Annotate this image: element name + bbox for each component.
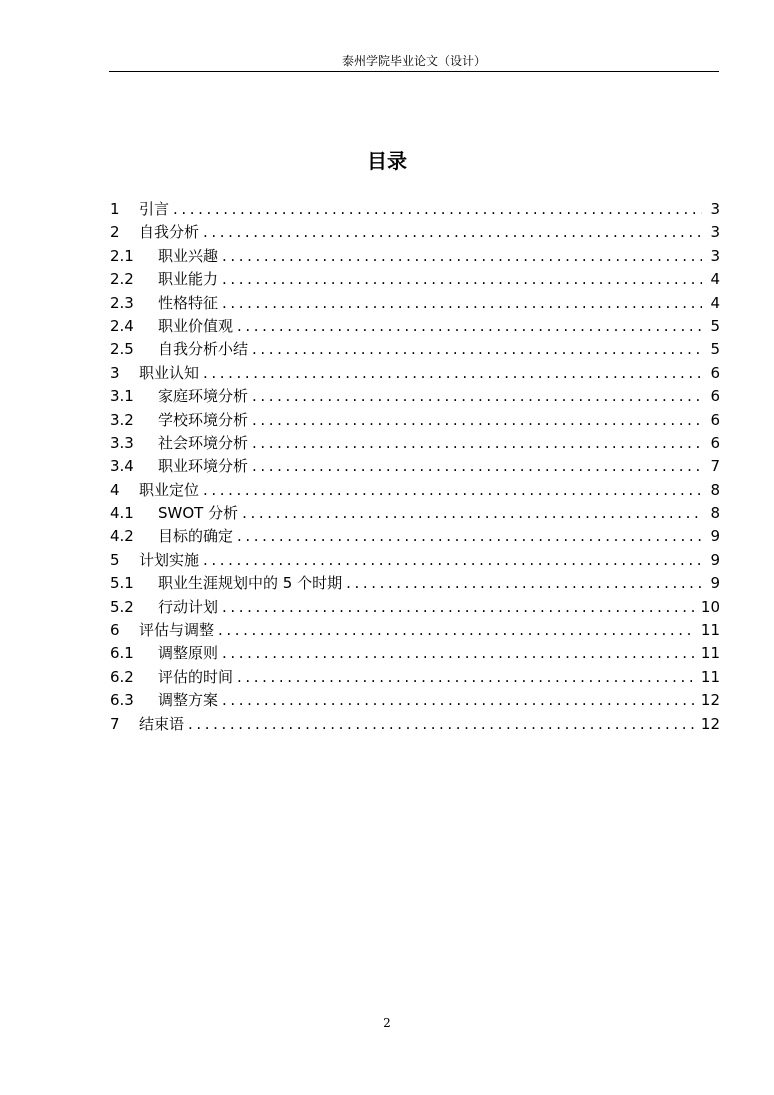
toc-entry-number: 6.3 <box>110 691 134 710</box>
toc-entry-label: 职业生涯规划中的 5 个时期 <box>158 574 343 593</box>
toc-entry-number: 5.2 <box>110 597 134 616</box>
toc-entry-number: 5.1 <box>110 574 134 593</box>
toc-entry[interactable] <box>110 292 720 315</box>
toc-entry[interactable] <box>110 525 720 548</box>
toc-entry-page: 6 <box>710 433 720 452</box>
toc-entry[interactable] <box>110 268 720 291</box>
toc-entry-page: 12 <box>700 691 720 710</box>
toc-entry-number: 3.4 <box>110 457 134 476</box>
toc-dot-leader <box>237 525 702 548</box>
toc-entry-number: 3 <box>110 363 120 382</box>
toc-entry-number: 1 <box>110 200 120 218</box>
toc-entry[interactable] <box>110 315 720 338</box>
toc-entry-page: 3 <box>710 223 720 242</box>
toc-entry-label: 学校环境分析 <box>158 410 249 429</box>
toc-dot-leader <box>222 689 695 712</box>
toc-entry-label: 社会环境分析 <box>158 433 249 452</box>
toc-entry-label: 自我分析小结 <box>158 340 249 359</box>
toc-entry-page: 12 <box>700 714 720 733</box>
toc-entry-label: SWOT 分析 <box>158 504 239 523</box>
toc-entry[interactable] <box>110 596 720 619</box>
toc-entry[interactable] <box>110 619 720 642</box>
toc-dot-leader <box>237 666 695 689</box>
toc-entry-page: 6 <box>710 410 720 429</box>
toc-dot-leader <box>237 315 702 338</box>
toc-entry-page: 9 <box>710 550 720 569</box>
toc-entry-number: 4.1 <box>110 504 134 523</box>
toc-entry[interactable] <box>110 198 720 221</box>
toc-entry-label: 调整原则 <box>158 644 219 663</box>
toc-entry[interactable] <box>110 642 720 665</box>
toc-dot-leader <box>222 596 695 619</box>
toc-entry-page: 8 <box>710 504 720 523</box>
toc-entry-label: 计划实施 <box>139 550 200 569</box>
toc-dot-leader <box>222 642 695 665</box>
toc-list <box>110 198 720 736</box>
toc-entry-number: 2.5 <box>110 340 134 359</box>
toc-entry[interactable] <box>110 362 720 385</box>
toc-entry-number: 2.3 <box>110 293 134 312</box>
page-header: 泰州学院毕业论文（设计） <box>341 54 486 68</box>
toc-entry-number: 2.1 <box>110 246 134 265</box>
toc-entry-page: 4 <box>710 293 720 312</box>
toc-dot-leader <box>252 385 702 408</box>
toc-entry-number: 6.2 <box>110 667 134 686</box>
toc-entry-label: 评估与调整 <box>139 621 215 640</box>
toc-entry-page: 5 <box>710 340 720 359</box>
toc-entry-label: 家庭环境分析 <box>158 387 249 406</box>
toc-entry-page: 6 <box>710 387 720 406</box>
toc-entry-label: 评估的时间 <box>158 667 234 686</box>
toc-dot-leader <box>188 713 695 736</box>
toc-dot-leader <box>203 221 702 244</box>
toc-dot-leader <box>222 268 702 291</box>
toc-entry-number: 5 <box>110 550 120 569</box>
toc-dot-leader <box>203 549 702 572</box>
toc-entry-number: 6 <box>110 621 120 640</box>
toc-entry-label: 职业环境分析 <box>158 457 249 476</box>
toc-dot-leader <box>218 619 695 642</box>
toc-dot-leader <box>222 292 702 315</box>
toc-entry[interactable] <box>110 409 720 432</box>
toc-entry[interactable] <box>110 432 720 455</box>
toc-entry-label: 目标的确定 <box>158 527 234 546</box>
toc-entry-page: 9 <box>710 527 720 546</box>
toc-entry-number: 7 <box>110 714 120 733</box>
toc-entry[interactable] <box>110 455 720 478</box>
toc-entry-label: 职业价值观 <box>158 316 234 335</box>
toc-entry-number: 4.2 <box>110 527 134 546</box>
toc-entry-page: 8 <box>710 480 720 499</box>
toc-dot-leader <box>222 245 702 268</box>
toc-entry-page: 5 <box>710 316 720 335</box>
toc-entry-label: 职业定位 <box>139 480 200 499</box>
header-rule <box>109 71 719 72</box>
toc-title: 目录 <box>367 149 407 173</box>
toc-entry-number: 2 <box>110 223 120 242</box>
toc-dot-leader <box>252 432 702 455</box>
toc-entry-label: 结束语 <box>139 714 185 733</box>
toc-entry-label: 性格特征 <box>158 293 219 312</box>
toc-entry-label: 自我分析 <box>139 223 200 242</box>
toc-dot-leader <box>252 338 702 361</box>
toc-entry-label: 引言 <box>139 200 170 218</box>
toc-entry-page: 3 <box>710 200 720 218</box>
toc-entry[interactable] <box>110 221 720 244</box>
toc-entry-page: 9 <box>710 574 720 593</box>
toc-entry[interactable] <box>110 572 720 595</box>
toc-entry[interactable] <box>110 689 720 712</box>
toc-entry-page: 7 <box>710 457 720 476</box>
toc-dot-leader <box>242 502 702 525</box>
toc-entry-label: 行动计划 <box>158 597 219 616</box>
toc-entry-number: 2.4 <box>110 316 134 335</box>
toc-entry-page: 11 <box>700 621 720 640</box>
toc-entry-page: 6 <box>710 363 720 382</box>
toc-entry-number: 3.1 <box>110 387 134 406</box>
toc-entry[interactable] <box>110 549 720 572</box>
toc-entry-number: 6.1 <box>110 644 134 663</box>
toc-entry-page: 10 <box>700 597 720 616</box>
toc-entry[interactable] <box>110 245 720 268</box>
toc-dot-leader <box>252 455 702 478</box>
toc-entry-label: 职业认知 <box>139 363 200 382</box>
toc-entry[interactable] <box>110 479 720 502</box>
toc-entry[interactable] <box>110 338 720 361</box>
toc-entry-label: 调整方案 <box>158 691 219 710</box>
toc-entry[interactable] <box>110 385 720 408</box>
page-number: 2 <box>383 1016 391 1030</box>
toc-entry[interactable] <box>110 713 720 736</box>
toc-entry-number: 4 <box>110 480 120 499</box>
toc-dot-leader <box>252 409 702 432</box>
toc-entry-page: 3 <box>710 246 720 265</box>
toc-entry-number: 3.3 <box>110 433 134 452</box>
toc-entry-number: 3.2 <box>110 410 134 429</box>
toc-entry-page: 11 <box>700 644 720 663</box>
toc-dot-leader <box>203 362 702 385</box>
toc-entry-number: 2.2 <box>110 270 134 289</box>
toc-entry[interactable] <box>110 502 720 525</box>
toc-dot-leader <box>346 572 702 595</box>
toc-dot-leader <box>203 479 702 502</box>
toc-entry-label: 职业兴趣 <box>158 246 219 265</box>
toc-entry-page: 4 <box>710 270 720 289</box>
toc-dot-leader <box>173 198 702 221</box>
toc-entry-label: 职业能力 <box>158 270 219 289</box>
toc-entry[interactable] <box>110 666 720 689</box>
toc-entry-page: 11 <box>700 667 720 686</box>
